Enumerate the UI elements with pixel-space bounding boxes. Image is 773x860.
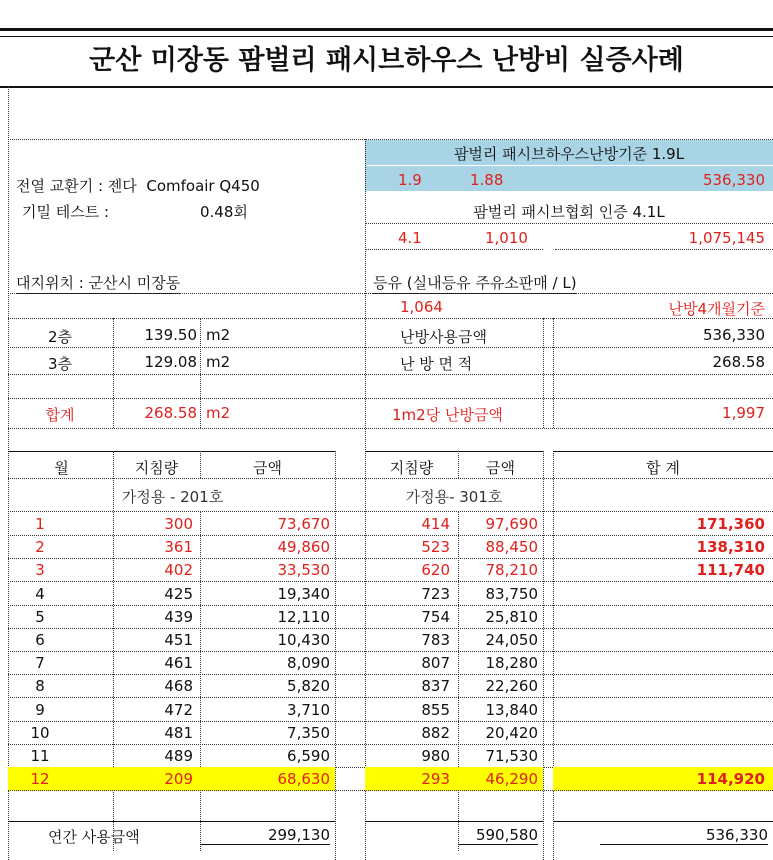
grid-h bbox=[8, 581, 773, 582]
grid-h bbox=[8, 293, 773, 294]
grid-h bbox=[8, 651, 773, 652]
month-cell: 5 bbox=[35, 607, 45, 626]
grid-h bbox=[8, 428, 773, 429]
col-total: 합 계 bbox=[646, 459, 680, 477]
amount-left-cell: 5,820 bbox=[287, 677, 330, 696]
grid-v bbox=[113, 318, 114, 428]
col-month: 월 bbox=[54, 459, 69, 477]
std1-v2: 1.88 bbox=[470, 171, 504, 189]
area-unit: m2 bbox=[206, 326, 231, 344]
grid-h bbox=[365, 451, 543, 452]
area-unit: m2 bbox=[206, 353, 231, 371]
area-unit: m2 bbox=[206, 404, 231, 422]
month-cell: 7 bbox=[35, 654, 45, 673]
grid-h bbox=[8, 790, 773, 791]
amount-right-cell: 78,210 bbox=[485, 561, 538, 580]
oil-title: 등유 (실내등유 주유소판매 / L) bbox=[373, 274, 577, 292]
amount-left-cell: 73,670 bbox=[277, 515, 330, 533]
grid-v bbox=[335, 451, 336, 860]
airtight-label: 기밀 테스트 : bbox=[22, 203, 110, 221]
month-cell: 9 bbox=[35, 700, 45, 719]
month-cell: 11 bbox=[30, 747, 50, 765]
grid-h bbox=[8, 628, 773, 629]
amount-left-cell: 7,350 bbox=[287, 723, 330, 742]
area-total-label: 합계 bbox=[45, 406, 75, 424]
total-cell: 114,920 bbox=[696, 770, 765, 789]
title-rule bbox=[0, 86, 773, 88]
std2-v2: 1,010 bbox=[485, 229, 528, 247]
amount-right-cell: 71,530 bbox=[485, 747, 538, 765]
oil-note: 난방4개월기준 bbox=[668, 300, 765, 318]
annual-right: 590,580 bbox=[458, 826, 538, 845]
reading-left-cell: 361 bbox=[164, 538, 193, 557]
grid-h bbox=[8, 535, 773, 536]
std2-title: 팜벌리 패시브협회 인증 4.1L bbox=[473, 203, 665, 221]
reading-right-cell: 882 bbox=[421, 723, 450, 742]
reading-right-cell: 620 bbox=[421, 561, 450, 580]
col-reading-right: 지침량 bbox=[389, 459, 434, 477]
amount-right-cell: 46,290 bbox=[485, 770, 538, 789]
amount-right-cell: 97,690 bbox=[485, 515, 538, 533]
grid-h bbox=[8, 478, 773, 479]
grid-h bbox=[8, 511, 773, 512]
grid-h bbox=[365, 223, 773, 224]
grid-h bbox=[8, 318, 773, 319]
hrv-model: Comfoair Q450 bbox=[146, 177, 260, 195]
amount-left-cell: 10,430 bbox=[277, 631, 330, 649]
reading-left-cell: 451 bbox=[164, 631, 193, 649]
reading-left-cell: 461 bbox=[164, 654, 193, 673]
grid-h bbox=[553, 451, 773, 452]
amount-left-cell: 8,090 bbox=[287, 654, 330, 673]
reading-left-cell: 468 bbox=[164, 677, 193, 696]
heat-cost-value: 536,330 bbox=[702, 326, 765, 344]
per-m2-label: 1m2당 난방금액 bbox=[392, 406, 503, 424]
heat-area-value: 268.58 bbox=[712, 353, 765, 371]
top-rule bbox=[0, 28, 773, 31]
amount-left-cell: 33,530 bbox=[277, 561, 330, 580]
annual-total: 536,330 bbox=[600, 826, 768, 845]
area-value-3: 129.08 bbox=[144, 353, 197, 371]
annual-label: 연간 사용금액 bbox=[48, 828, 140, 846]
amount-right-cell: 20,420 bbox=[485, 723, 538, 742]
grid-h bbox=[8, 821, 335, 822]
area-total-value: 268.58 bbox=[144, 404, 197, 422]
grid-h bbox=[8, 347, 773, 348]
grid-h bbox=[8, 398, 773, 399]
area-floor-3: 3층 bbox=[47, 355, 73, 373]
group-right: 가정용- 301호 bbox=[405, 488, 503, 506]
hrv-label: 전열 교환기 : 젠다 Comfoair Q450 bbox=[16, 177, 260, 195]
page-title: 군산 미장동 팜벌리 패시브하우스 난방비 실증사례 bbox=[89, 45, 684, 76]
grid-v bbox=[553, 318, 554, 428]
col-reading-left: 지침량 bbox=[134, 459, 179, 477]
reading-right-cell: 807 bbox=[421, 654, 450, 673]
total-cell: 111,740 bbox=[696, 561, 765, 580]
std1-title: 팜벌리 패시브하우스난방기준 1.9L bbox=[453, 145, 685, 163]
reading-right-cell: 723 bbox=[421, 584, 450, 603]
month-cell: 10 bbox=[30, 723, 50, 742]
reading-left-cell: 209 bbox=[164, 770, 193, 789]
month-cell: 12 bbox=[30, 770, 50, 789]
annual-left: 299,130 bbox=[200, 826, 330, 845]
std1-v3: 536,330 bbox=[702, 171, 765, 189]
total-cell: 171,360 bbox=[696, 515, 765, 533]
grid-v bbox=[543, 451, 544, 860]
grid-v bbox=[200, 318, 201, 428]
month-cell: 3 bbox=[35, 561, 45, 580]
grid-h bbox=[8, 451, 335, 452]
grid-h bbox=[8, 697, 773, 698]
grid-h bbox=[8, 674, 773, 675]
reading-right-cell: 414 bbox=[421, 515, 450, 533]
amount-right-cell: 18,280 bbox=[485, 654, 538, 673]
month-cell: 8 bbox=[35, 677, 45, 696]
grid-h bbox=[365, 249, 543, 250]
reading-left-cell: 472 bbox=[164, 700, 193, 719]
grid-h bbox=[8, 558, 773, 559]
amount-right-cell: 22,260 bbox=[485, 677, 538, 696]
grid-h bbox=[553, 821, 773, 822]
col-amount-right: 금액 bbox=[486, 459, 515, 477]
std1-v1: 1.9 bbox=[398, 171, 422, 189]
group-left: 가정용 - 201호 bbox=[121, 488, 224, 506]
site-location: 대지위치 : 군산시 미장동 bbox=[16, 274, 181, 292]
amount-left-cell: 68,630 bbox=[277, 770, 330, 789]
amount-right-cell: 24,050 bbox=[485, 631, 538, 649]
month-cell: 4 bbox=[35, 584, 45, 603]
reading-right-cell: 837 bbox=[421, 677, 450, 696]
amount-left-cell: 6,590 bbox=[287, 747, 330, 765]
std2-v1: 4.1 bbox=[398, 229, 422, 247]
reading-right-cell: 783 bbox=[421, 631, 450, 649]
grid-v bbox=[200, 451, 201, 478]
heat-cost-label: 난방사용금액 bbox=[400, 328, 487, 346]
amount-right-cell: 83,750 bbox=[485, 584, 538, 603]
month-cell: 6 bbox=[35, 631, 45, 649]
grid-h bbox=[8, 721, 773, 722]
airtight-value: 0.48회 bbox=[200, 203, 248, 221]
month-cell: 2 bbox=[35, 538, 45, 557]
reading-left-cell: 402 bbox=[164, 561, 193, 580]
area-floor-2: 2층 bbox=[47, 328, 73, 346]
col-amount-left: 금액 bbox=[253, 459, 282, 477]
grid-v bbox=[553, 451, 554, 860]
per-m2-value: 1,997 bbox=[722, 404, 765, 422]
reading-right-cell: 523 bbox=[421, 538, 450, 557]
grid-h bbox=[8, 605, 773, 606]
amount-left-cell: 12,110 bbox=[277, 607, 330, 626]
amount-left-cell: 49,860 bbox=[277, 538, 330, 557]
reading-left-cell: 439 bbox=[164, 607, 193, 626]
grid-h bbox=[555, 249, 773, 250]
reading-right-cell: 293 bbox=[421, 770, 450, 789]
amount-right-cell: 25,810 bbox=[485, 607, 538, 626]
grid-h bbox=[8, 744, 773, 745]
top-rule-2 bbox=[0, 36, 773, 37]
grid-v bbox=[458, 451, 459, 478]
reading-right-cell: 754 bbox=[421, 607, 450, 626]
total-cell: 138,310 bbox=[696, 538, 765, 557]
heat-area-label: 난 방 면 적 bbox=[400, 355, 473, 373]
std2-v3: 1,075,145 bbox=[688, 229, 765, 247]
reading-left-cell: 481 bbox=[164, 723, 193, 742]
amount-right-cell: 88,450 bbox=[485, 538, 538, 557]
oil-price: 1,064 bbox=[400, 298, 443, 316]
reading-left-cell: 300 bbox=[164, 515, 193, 533]
grid-h bbox=[8, 374, 773, 375]
reading-right-cell: 980 bbox=[421, 747, 450, 765]
reading-right-cell: 855 bbox=[421, 700, 450, 719]
amount-right-cell: 13,840 bbox=[485, 700, 538, 719]
grid-v bbox=[543, 318, 544, 428]
amount-left-cell: 19,340 bbox=[277, 584, 330, 603]
amount-left-cell: 3,710 bbox=[287, 700, 330, 719]
month-cell: 1 bbox=[35, 515, 45, 533]
reading-left-cell: 425 bbox=[164, 584, 193, 603]
grid-h bbox=[365, 821, 543, 822]
area-value-2: 139.50 bbox=[144, 326, 197, 344]
reading-left-cell: 489 bbox=[164, 747, 193, 765]
